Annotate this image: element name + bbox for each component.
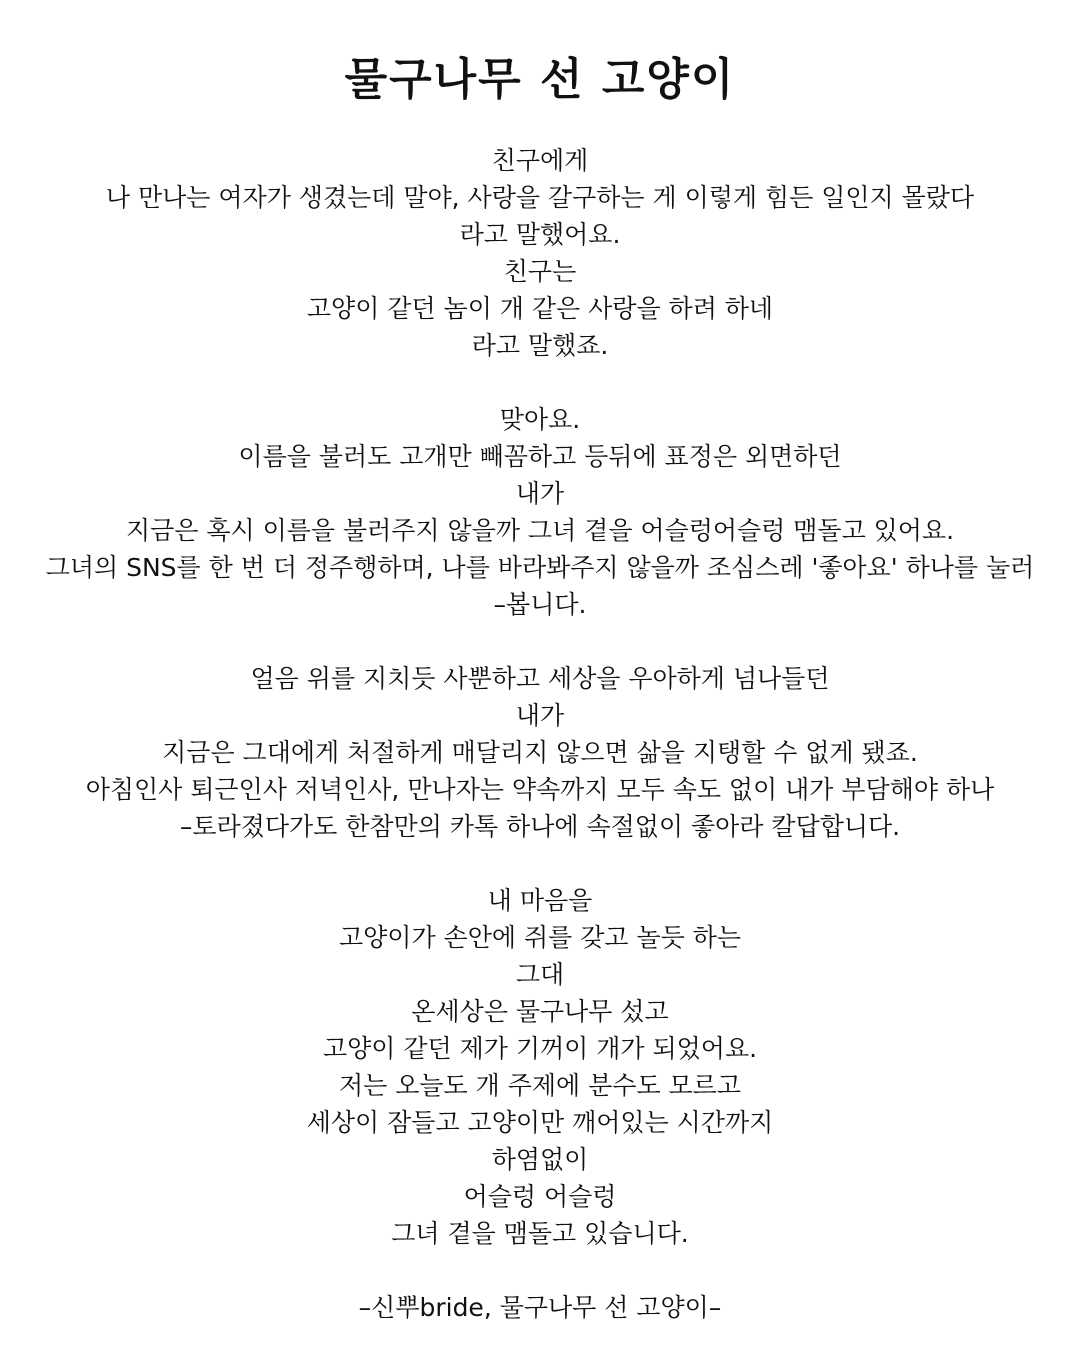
poem-line: 맞아요. xyxy=(499,405,581,434)
poem-line: 세상이 잠들고 고양이만 깨어있는 시간까지 xyxy=(306,1108,774,1137)
poem-line: 고양이 같던 놈이 개 같은 사랑을 하려 하네 xyxy=(306,294,774,323)
poem-line: 그녀의 SNS를 한 번 더 정주행하며, 나를 바라봐주지 않을까 조심스레 '좋아요' 하나를 눌러 xyxy=(45,553,1035,582)
poem-line: 이름을 불러도 고개만 빼꼼하고 등뒤에 표정은 외면하던 xyxy=(238,442,842,471)
poem-stanza xyxy=(20,142,1060,364)
poem-stanza xyxy=(20,660,1060,845)
poem-line: –토라졌다가도 한참만의 카톡 하나에 속절없이 좋아라 칼답합니다. xyxy=(179,812,901,841)
poem-line: 어슬렁 어슬렁 xyxy=(463,1182,617,1211)
poem-line: 지금은 그대에게 처절하게 매달리지 않으면 삶을 지탱할 수 없게 됐죠. xyxy=(162,738,918,767)
poem-line: 지금은 혹시 이름을 불러주지 않을까 그녀 곁을 어슬렁어슬렁 맴돌고 있어요. xyxy=(125,516,955,545)
poem-line: 저는 오늘도 개 주제에 분수도 모르고 xyxy=(339,1071,741,1100)
poem-line: 친구는 xyxy=(503,257,577,286)
poem-line: 고양이가 손안에 쥐를 갖고 놀듯 하는 xyxy=(339,923,741,952)
poem-stanza xyxy=(20,401,1060,623)
poem-line: –봅니다. xyxy=(493,590,587,619)
poem-stanza xyxy=(20,882,1060,1252)
poem-line: 라고 말했죠. xyxy=(471,331,609,360)
poem-title: 물구나무 선 고양이 xyxy=(344,54,736,105)
poem-line: 하염없이 xyxy=(491,1145,589,1174)
poem-body xyxy=(20,142,1060,1326)
poem-line: 그녀 곁을 맴돌고 있습니다. xyxy=(391,1219,689,1248)
poem-line: 나 만나는 여자가 생겼는데 말야, 사랑을 갈구하는 게 이렇게 힘든 일인지 몰랐다 xyxy=(105,183,975,212)
poem-line: 라고 말했어요. xyxy=(459,220,621,249)
poem-line: 내가 xyxy=(515,701,565,730)
poem-line: 내 마음을 xyxy=(487,886,593,915)
poem-line: 그대 xyxy=(515,960,565,989)
signature-block xyxy=(20,1289,1060,1326)
poem-line: 친구에게 xyxy=(491,146,589,175)
poem-line: 고양이 같던 제가 기꺼이 개가 되었어요. xyxy=(322,1034,758,1063)
poem-signature: –신뿌bride, 물구나무 선 고양이– xyxy=(358,1293,722,1322)
poem-line: 아침인사 퇴근인사 저녁인사, 만나자는 약속까지 모두 속도 없이 내가 부담해야 하나 xyxy=(85,775,995,804)
poem-line: 온세상은 물구나무 섰고 xyxy=(411,997,669,1026)
poem-line: 얼음 위를 지치듯 사뿐하고 세상을 우아하게 넘나들던 xyxy=(250,664,830,693)
poem-line: 내가 xyxy=(515,479,565,508)
